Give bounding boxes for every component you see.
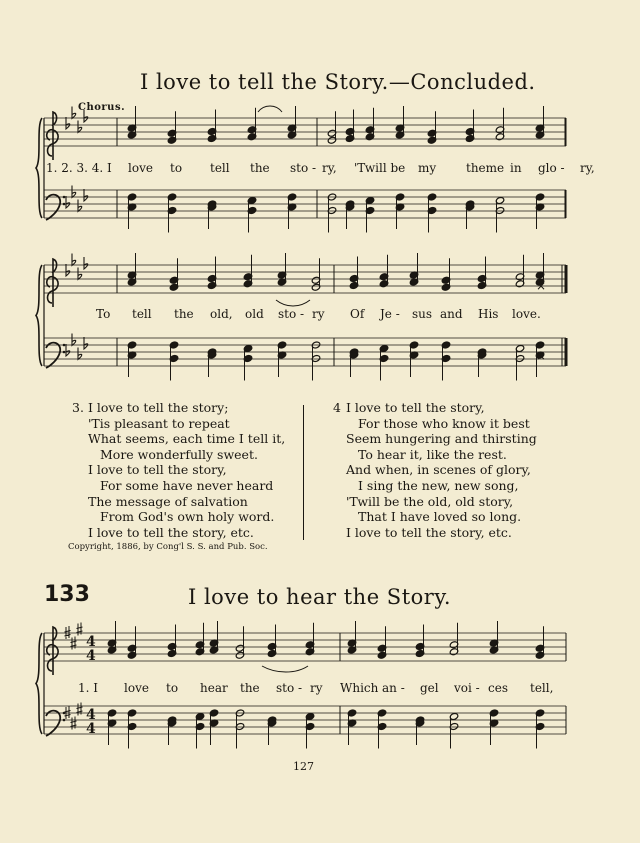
verse-line: From God's own holy word. <box>100 509 275 525</box>
flat-sign <box>78 348 82 360</box>
flat-sign <box>78 268 82 280</box>
verse-line: I love to tell the story, etc. <box>88 524 254 540</box>
lyric-syllable: the <box>240 681 260 695</box>
lyric-syllable: ry, <box>322 161 337 175</box>
system-brace <box>36 265 42 366</box>
verse-line: That I have loved so long. <box>358 509 522 525</box>
lyric-syllable: To <box>96 307 111 321</box>
lyric-syllable: tell <box>210 161 230 175</box>
lyric-syllable: tell <box>132 307 152 321</box>
time-signature: 4 <box>86 721 96 737</box>
bass-clef <box>63 203 66 206</box>
sharp-sign <box>71 717 77 730</box>
lyric-syllable: in <box>510 161 522 175</box>
lyric-syllable: Which <box>340 681 379 695</box>
lyric-syllable: 1. 2. 3. 4. I <box>46 161 112 175</box>
sharp-sign <box>65 626 71 639</box>
lyric-syllable: 1. I <box>78 681 99 695</box>
verse-line: What seems, each time I tell it, <box>88 431 286 447</box>
page-title-continued: I love to tell the Story.—Concluded. <box>140 70 536 94</box>
flat-sign <box>84 337 88 349</box>
lyric-syllable: gel <box>420 681 439 695</box>
flat-sign <box>72 107 76 119</box>
lyric-syllable: sto - <box>290 161 317 175</box>
chorus-label: Chorus. <box>78 102 126 113</box>
lyric-syllable: old <box>245 307 264 321</box>
lyric-syllable: sto - <box>276 681 303 695</box>
slur <box>262 666 308 672</box>
flat-sign <box>66 344 70 356</box>
bass-clef <box>46 711 60 736</box>
verse-line: I love to tell the story, <box>346 400 485 415</box>
flat-sign <box>66 196 70 208</box>
lyric-syllable: Of <box>350 307 365 321</box>
flat-sign <box>78 121 82 133</box>
verse-divider <box>303 405 304 540</box>
flat-sign <box>72 254 76 266</box>
lyric-syllable: love <box>128 161 153 175</box>
flat-sign <box>72 334 76 346</box>
lyric-syllable: voi - <box>454 681 480 695</box>
lyric-syllable: to <box>166 681 179 695</box>
lyric-syllable: Je - <box>380 307 400 321</box>
time-signature: 4 <box>86 707 96 723</box>
verse-line: For those who know it best <box>358 415 530 431</box>
lyric-syllable: an - <box>382 681 405 695</box>
verse-line: I love to tell the story, <box>88 462 227 478</box>
lyric-syllable: ces <box>488 681 508 695</box>
verse-line: 'Tis pleasant to repeat <box>88 415 230 431</box>
verse-line: More wonderfully sweet. <box>100 446 258 462</box>
sharp-sign <box>77 703 83 716</box>
lyric-syllable: the <box>174 307 194 321</box>
lyric-syllable: to <box>170 161 183 175</box>
time-signature: 4 <box>86 634 96 650</box>
lyric-syllable: ry, <box>580 161 595 175</box>
treble-clef <box>47 627 58 675</box>
slur <box>258 106 282 112</box>
lyric-syllable: 'Twill be <box>354 161 406 175</box>
system-brace <box>36 633 42 734</box>
lyric-syllable: the <box>250 161 270 175</box>
treble-clef <box>47 259 58 307</box>
flat-sign <box>84 189 88 201</box>
sharp-sign <box>71 637 77 650</box>
lyric-syllable: love. <box>512 307 541 321</box>
page-number: 127 <box>293 760 314 773</box>
flat-sign <box>72 186 76 198</box>
verse-line: 'Twill be the old, old story, <box>346 493 514 509</box>
verse-line: I love to tell the story, etc. <box>346 524 512 540</box>
system-brace <box>36 118 42 218</box>
verse-line: I love to tell the story; <box>88 400 229 415</box>
verse-line: Seem hungering and thirsting <box>346 431 537 447</box>
hymn-number: 133 <box>44 582 90 607</box>
lyric-syllable: tell, <box>530 681 554 695</box>
lyric-syllable: theme <box>466 161 505 175</box>
verse-line: And when, in scenes of glory, <box>346 462 531 478</box>
lyric-syllable: glo - <box>538 161 565 175</box>
lyric-syllable: love <box>124 681 149 695</box>
verse-line: The message of salvation <box>88 493 248 509</box>
verse-line: For some have never heard <box>100 477 274 493</box>
slur <box>276 300 310 306</box>
lyric-syllable: sto - <box>278 307 305 321</box>
flat-sign <box>78 200 82 212</box>
time-signature: 4 <box>86 648 96 664</box>
rest-mark: × <box>536 279 547 293</box>
bass-clef <box>46 195 60 220</box>
lyric-syllable: and <box>440 307 463 321</box>
flat-sign <box>84 257 88 269</box>
rest-mark: × <box>536 349 547 363</box>
lyric-syllable: sus <box>412 307 433 321</box>
lyric-syllable: His <box>478 307 499 321</box>
bass-clef <box>46 343 60 368</box>
sharp-sign <box>77 623 83 636</box>
verse-3-number: 3. <box>72 400 84 415</box>
lyric-syllable: old, <box>210 307 233 321</box>
treble-clef <box>47 112 58 160</box>
bass-clef <box>63 196 66 199</box>
verse-line: I sing the new, new song, <box>358 477 519 493</box>
flat-sign <box>66 117 70 129</box>
verse-line: To hear it, like the rest. <box>358 446 507 462</box>
lyric-syllable: hear <box>200 681 228 695</box>
lyric-syllable: my <box>418 161 437 175</box>
bass-clef <box>63 351 66 354</box>
lyric-syllable: ry <box>312 307 325 321</box>
hymn-title: I love to hear the Story. <box>188 585 452 609</box>
verse-4-number: 4 <box>333 400 341 415</box>
copyright-notice: Copyright, 1886, by Cong'l S. S. and Pub. Soc. <box>68 542 268 552</box>
flat-sign <box>66 264 70 276</box>
sharp-sign <box>65 706 71 719</box>
lyric-syllable: ry <box>310 681 323 695</box>
bass-clef <box>63 344 66 347</box>
bass-clef <box>63 719 66 722</box>
